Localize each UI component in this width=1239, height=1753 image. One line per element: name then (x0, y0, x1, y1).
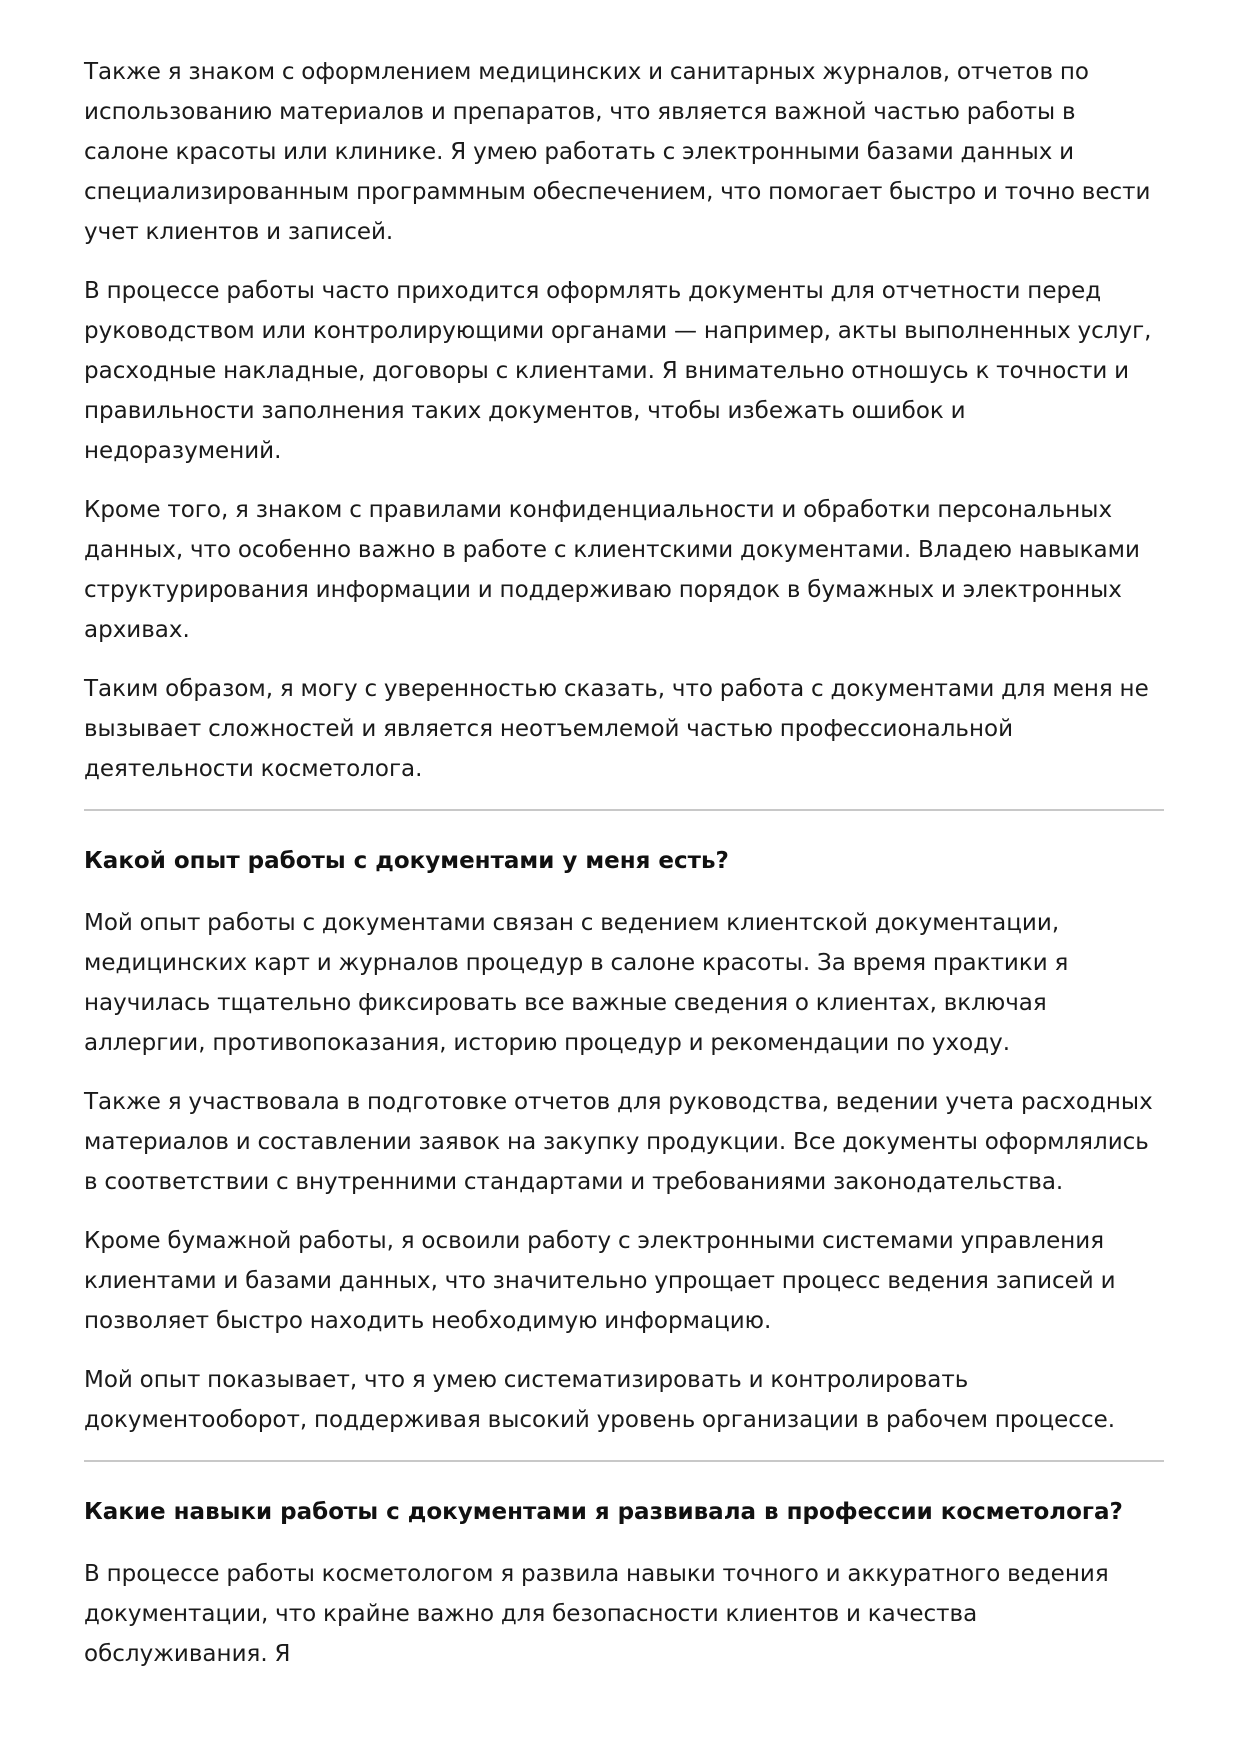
paragraph: Таким образом, я могу с уверенностью сказать, что работа с документами для меня не вызывает сложностей и является неотъемлемой частью профессиональной деятельности косметолога. (84, 676, 1149, 782)
paragraph: Кроме бумажной работы, я освоили работу с электронными системами управления клиентами и базами данных, что значительно упрощает процесс ведения записей и позволяет быстро находить необходимую информацию. (84, 1228, 1116, 1334)
paragraph: Также я участвовала в подготовке отчетов для руководства, ведении учета расходных материалов и составлении заявок на закупку продукции. Все документы оформлялись в соответствии с внутренними стандартами и требованиями законодательства. (84, 1089, 1153, 1195)
section-experience (84, 841, 1164, 1440)
paragraph: Мой опыт работы с документами связан с ведением клиентской документации, медицинских карт и журналов процедур в салоне красоты. За время практики я научилась тщательно фиксировать все важные сведения о клиентах, включая аллергии, противопоказания, историю процедур и рекомендации по уходу. (84, 910, 1069, 1056)
section-divider (84, 809, 1164, 811)
paragraph: В процессе работы часто приходится оформлять документы для отчетности перед руководством или контролирующими органами — например, акты выполненных услуг, расходные накладные, договоры с клиентами. Я внимательно отношусь к точности и правильности заполнения таких документов, чтобы избежать ошибок и недоразумений. (84, 278, 1152, 464)
section-heading: Какие навыки работы с документами я развивала в профессии косметолога? (84, 1499, 1123, 1525)
paragraph: Также я знаком с оформлением медицинских и санитарных журналов, отчетов по использованию материалов и препаратов, что является важной частью работы в салоне красоты или клинике. Я умею работать с электронными базами данных и специализированным программным обеспечением, что помогает быстро и точно вести учет клиентов и записей. (84, 59, 1151, 245)
section-intro (84, 52, 1164, 789)
section-skills (84, 1492, 1164, 1674)
document-page (84, 52, 1164, 1693)
paragraph: Кроме того, я знаком с правилами конфиденциальности и обработки персональных данных, что особенно важно в работе с клиентскими документами. Владею навыками структурирования информации и поддерживаю порядок в бумажных и электронных архивах. (84, 497, 1140, 643)
paragraph: В процессе работы косметологом я развила навыки точного и аккуратного ведения документации, что крайне важно для безопасности клиентов и качества обслуживания. Я (84, 1561, 1109, 1667)
section-heading: Какой опыт работы с документами у меня есть? (84, 848, 729, 874)
paragraph: Мой опыт показывает, что я умею систематизировать и контролировать документооборот, поддерживая высокий уровень организации в рабочем процессе. (84, 1367, 1116, 1433)
section-divider (84, 1460, 1164, 1462)
